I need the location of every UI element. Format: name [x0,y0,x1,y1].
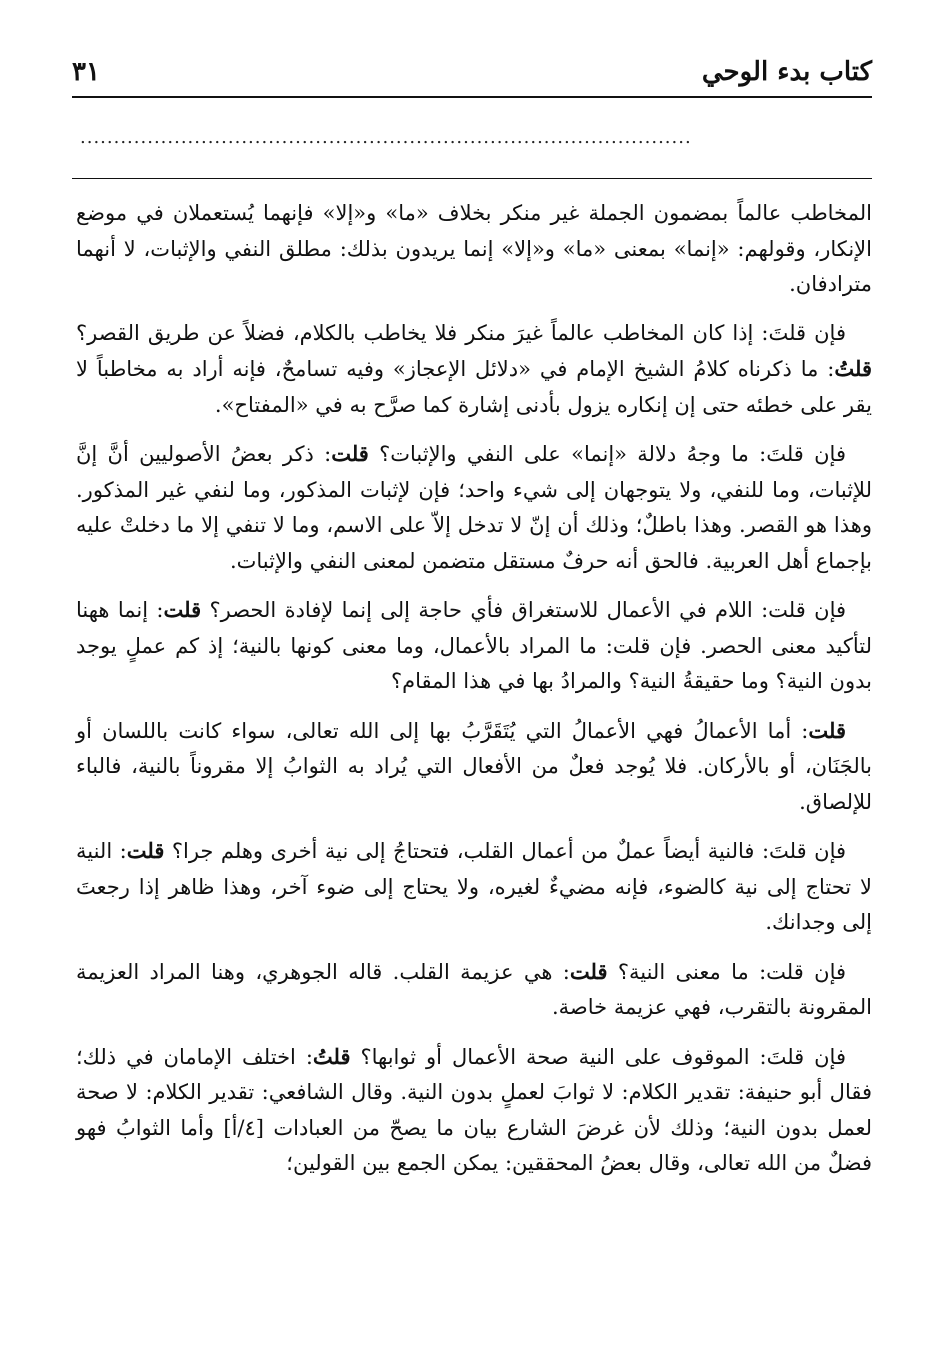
answer-keyword: قلت [163,597,202,622]
text-segment: فإن قلتَ: الموقوف على النية صحة الأعمال أو ثوابها؟ [350,1044,846,1069]
text-segment: : ما ذكرناه كلامُ الشيخ الإمام في «دلائل الإعجاز» وفيه تسامحٌ، فإنه أراد به مخاطباً لا يقر على خطئه حتى إن إنكاره يزول بأدنى إشارة كما صرَّح به في «المفتاح». [76,357,872,417]
text-segment: فإن قلت: ما معنى النية؟ [607,959,847,984]
page-header [72,52,872,98]
paragraph [76,196,872,303]
text-segment: : ذكر بعضُ الأصوليين أنَّ إنَّ للإثبات، وما للنفي، ولا يتوجهان إلى شيء واحد؛ فإن لإثبات المذكور، وما لنفي غير المذكور. وهذا هو القصر. وهذا باطلٌ؛ وذلك أن إنّ لا تدخل إلاّ على الاسم، وما لا تنفي إلا ما دخلتْ عليه بإجماع أهل العربية. فالحق أنه حرفٌ مستقل متضمن لمعنى النفي والإثبات. [76,442,872,573]
dotted-separator: ........................................................................................... [80,128,692,148]
page-number: ٣١ [72,57,100,87]
text-segment: : اختلف الإمامان في ذلك؛ فقال أبو حنيفة: تقدير الكلام: لا ثوابَ لعملٍ بدون النية. وقال الشافعي: تقدير الكلام: لا صحة لعمل بدون النية؛ وذلك لأن غرضَ الشارع بيان ما يصحّ من العبادات [٤/أ] وأما الثوابُ فهو فضلٌ من الله تعالى، وقال بعضُ المحققين: يمكن الجمع بين القولين؛ [76,1044,872,1175]
answer-keyword: قلتُ [312,1043,351,1069]
answer-keyword: قلتُ [834,356,872,381]
answer-keyword: قلت [569,958,608,984]
text-segment: فإن قلتَ: فالنية أيضاً عملٌ من أعمال القلب، فتحتاجُ إلى نية أخرى وهلم جرا؟ [164,839,847,863]
running-title: كتاب بدء الوحي [701,57,872,87]
text-segment: : هي عزيمة القلب. قاله الجوهري، وهنا المراد العزيمة المقرونة بالتقرب، فهي عزيمة خاصة. [76,959,872,1019]
text-segment: : أما الأعمالُ فهي الأعمالُ التي يُتَقَرَّبُ بها إلى الله تعالى، سواء كانت باللسان أو بالجَنَان، أو بالأركان. فلا يُوجد فعلٌ من الأفعال التي يُراد به الثوابُ إلا مقروناً بالنية، فالباء للإلصاق. [76,718,872,814]
paragraph [76,954,872,1026]
paragraph [76,833,872,941]
text-segment: المخاطب عالماً بمضمون الجملة غير منكر بخلاف «ما» و«إلا» فإنهما يُستعملان في موضع الإنكار، وقولهم: «إنما» بمعنى «ما» و«إلا» إنما يريدون بذلك: مطلق النفي والإثبات، لا أنهما مترادفان. [76,201,872,296]
answer-keyword: قلت [331,441,369,466]
paragraph [76,1039,872,1182]
paragraph [76,436,872,579]
text-segment: : إنما ههنا لتأكيد معنى الحصر. فإن قلت: ما المراد بالأعمال، وما معنى كونها بالنية؛ إذ كم عملٍ يوجد بدون النية؟ وما حقيقةُ النية؟ والمرادُ بها في هذا المقام؟ [76,598,872,693]
paragraph [76,592,872,700]
text-segment: : النية لا تحتاج إلى نية كالضوء، فإنه مضيءٌ لغيره، ولا يحتاج إلى ضوء آخر، وهذا ظاهر إذا رجعتَ إلى وجدانك. [76,839,872,934]
text-segment: فإن قلتَ: ما وجهُ دلالة «إنما» على النفي والإثبات؟ [368,442,846,466]
horizontal-rule [72,178,872,179]
text-segment: فإن قلت: اللام في الأعمال للاستغراق فأي حاجة إلى إنما لإفادة الحصر؟ [201,598,847,622]
text-segment: فإن قلتَ: إذا كان المخاطب عالماً غيرَ منكر فلا يخاطب بالكلام، فضلاً عن طريق القصر؟ [76,320,846,345]
answer-keyword: قلت [808,717,846,743]
paragraph [76,713,872,821]
answer-keyword: قلت [126,838,165,863]
paragraph [76,316,872,424]
main-text [76,196,872,1195]
